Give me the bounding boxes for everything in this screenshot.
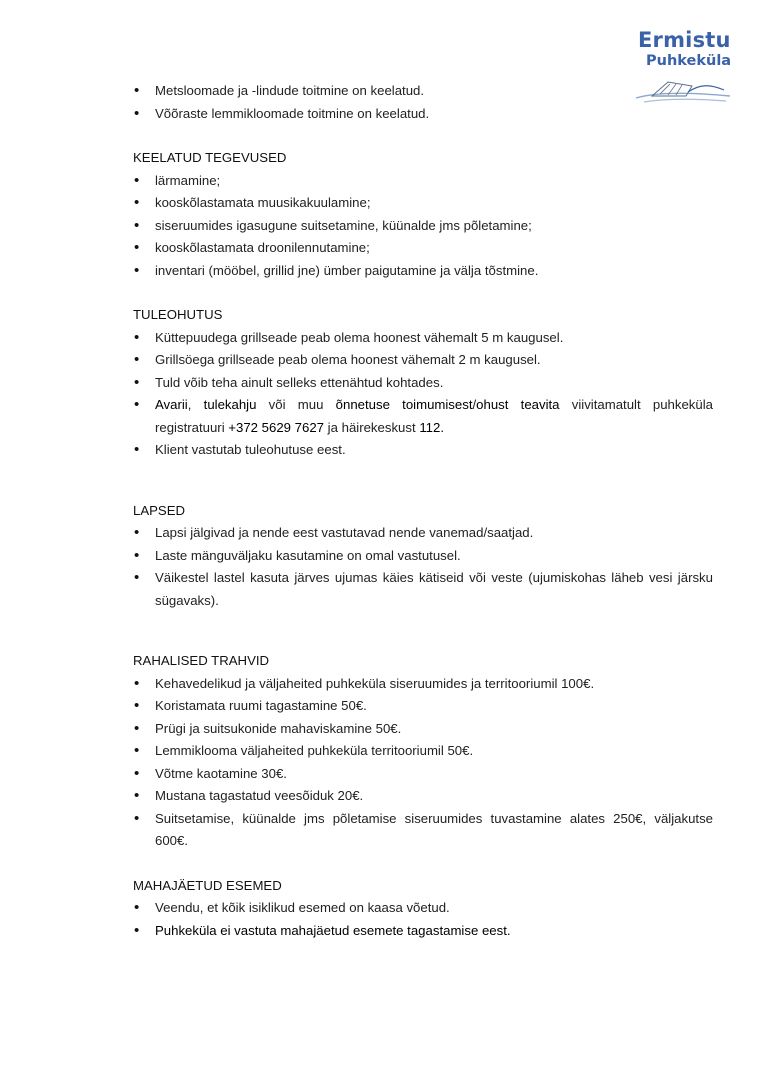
emphasis: tulekahju <box>203 397 257 412</box>
list-item: • Lemmiklooma väljaheited puhkeküla territooriumil 50€. <box>133 740 713 763</box>
left-items-list <box>133 897 713 942</box>
fines-list <box>133 673 713 853</box>
list-item: • Kehavedelikud ja väljaheited puhkeküla siseruumides ja territooriumil 100€. <box>133 673 713 696</box>
section-fire-safety <box>133 304 713 462</box>
section-fines <box>133 650 713 853</box>
fire-safety-list <box>133 327 713 462</box>
list-item: • Võtme kaotamine 30€. <box>133 763 713 786</box>
list-item: • lärmamine; <box>133 170 713 193</box>
section-heading: KEELATUD TEGEVUSED <box>133 150 287 165</box>
list-item: • Veendu, et kõik isiklikud esemed on kaasa võetud. <box>133 897 713 920</box>
emphasis: Avarii <box>155 397 188 412</box>
rules-content <box>133 80 713 942</box>
list-item: • Puhkeküla ei vastuta mahajäetud esemete tagastamise eest. <box>133 920 713 943</box>
list-item: • Väikestel lastel kasuta järves ujumas käies kätiseid või veste (ujumiskohas läheb vesi järsku sügavaks). <box>133 567 713 612</box>
emphasis: ohust teavita <box>476 397 560 412</box>
list-item: • inventari (mööbel, grillid jne) ümber paigutamine ja välja tõstmine. <box>133 260 713 283</box>
list-item: • Tuld võib teha ainult selleks ettenähtud kohtades. <box>133 372 713 395</box>
list-item: • kooskõlastamata droonilennutamine; <box>133 237 713 260</box>
emergency-number: 112. <box>419 419 444 435</box>
list-item: • Metsloomade ja -lindude toitmine on keelatud. <box>133 80 713 103</box>
list-item: • Küttepuudega grillseade peab olema hoonest vähemalt 5 m kaugusel. <box>133 327 713 350</box>
list-item: • Klient vastutab tuleohutuse eest. <box>133 439 713 462</box>
section-heading: TULEOHUTUS <box>133 307 223 322</box>
logo-title: Ermistu <box>638 28 731 52</box>
list-item: • Lapsi jälgivad ja nende eest vastutavad nende vanemad/saatjad. <box>133 522 713 545</box>
section-left-items <box>133 875 713 943</box>
emergency-item: • Avarii, tulekahju või muu õnnetuse toimumisest/ohust teavita viivitamatult puhkeküla registratuuri +372 5629 7627 ja häirekeskust 112. <box>133 394 713 439</box>
section-children <box>133 500 713 613</box>
prohibited-list <box>133 170 713 283</box>
section-heading: RAHALISED TRAHVID <box>133 653 270 668</box>
logo-subtitle: Puhkeküla <box>646 53 732 69</box>
list-item: • siseruumides igasugune suitsetamine, küünalde jms põletamine; <box>133 215 713 238</box>
list-item: • kooskõlastamata muusikakuulamine; <box>133 192 713 215</box>
list-item: • Mustana tagastatud veesõiduk 20€. <box>133 785 713 808</box>
intro-list <box>133 80 713 125</box>
list-item: • Grillsöega grillseade peab olema hoonest vähemalt 2 m kaugusel. <box>133 349 713 372</box>
list-item: • Laste mänguväljaku kasutamine on omal vastutusel. <box>133 545 713 568</box>
phone-number: +372 5629 7627 <box>228 419 325 435</box>
emphasis: õnnetuse toimumisest <box>335 397 473 412</box>
section-prohibited <box>133 147 713 282</box>
list-item: • Prügi ja suitsukonide mahaviskamine 50€. <box>133 718 713 741</box>
children-list <box>133 522 713 612</box>
list-item: • Võõraste lemmikloomade toitmine on keelatud. <box>133 103 713 126</box>
section-heading: LAPSED <box>133 502 186 518</box>
section-heading: MAHAJÄETUD ESEMED <box>133 877 282 893</box>
list-item: • Koristamata ruumi tagastamine 50€. <box>133 695 713 718</box>
list-item: • Suitsetamise, küünalde jms põletamise siseruumides tuvastamine alates 250€, väljakutse 600€. <box>133 808 713 853</box>
